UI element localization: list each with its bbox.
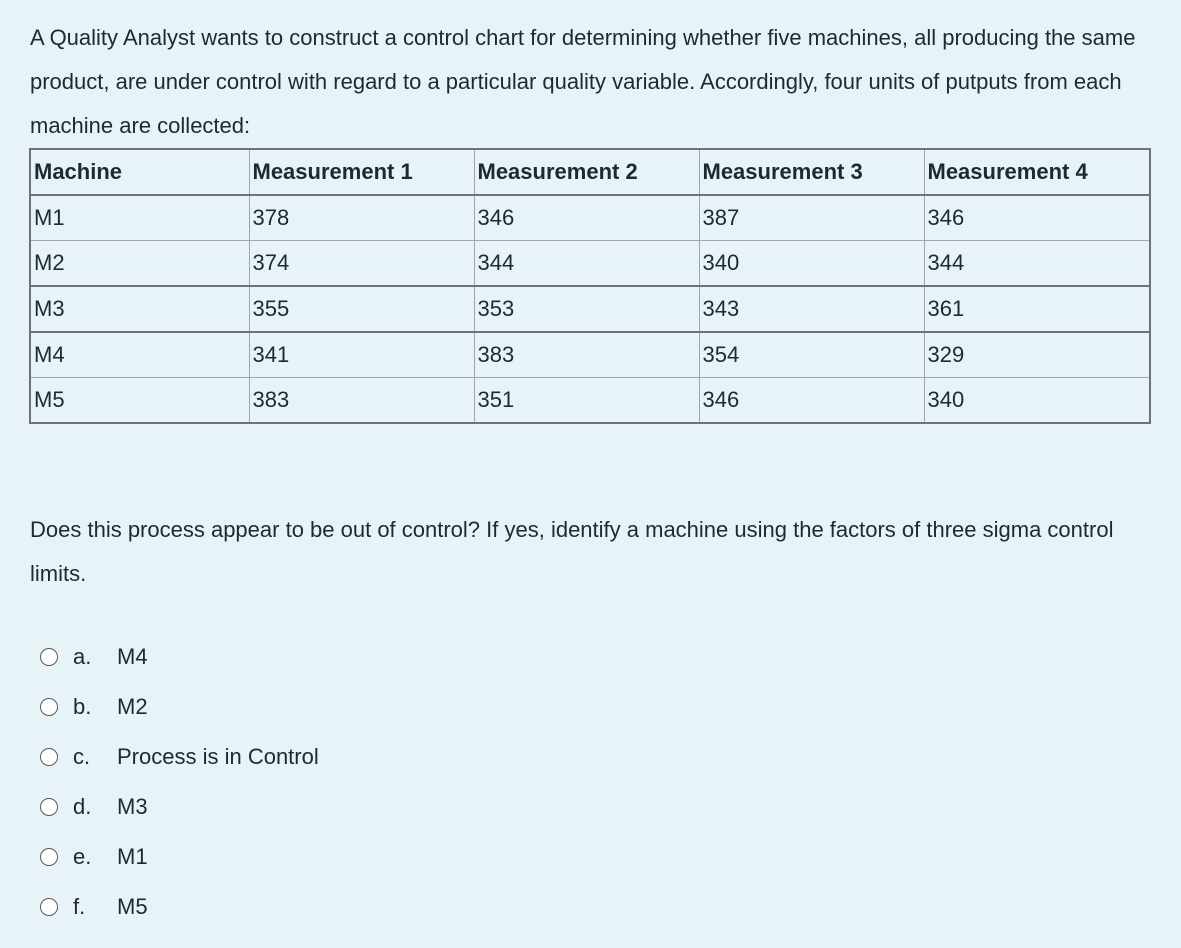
radio-button[interactable]	[40, 898, 58, 916]
option-label: M3	[117, 794, 148, 819]
question-text: A Quality Analyst wants to construct a control chart for determining whether five machines, all producing the same product, are under control with regard to a particular quality variable. Accordingly, four units of putputs from each machine are collected:	[30, 25, 1136, 138]
table-cell: M5	[30, 378, 249, 424]
radio-button[interactable]	[40, 798, 58, 816]
option-letter: d.	[73, 794, 92, 819]
option-a[interactable]	[40, 632, 640, 682]
option-d[interactable]	[40, 782, 640, 832]
radio-button[interactable]	[40, 748, 58, 766]
table-cell: 374	[249, 241, 474, 287]
option-letter: a.	[73, 644, 92, 669]
header-measurement-2: Measurement 2	[474, 149, 699, 195]
option-label: Process is in Control	[117, 744, 319, 769]
table-cell: M4	[30, 332, 249, 378]
table-cell: M3	[30, 286, 249, 332]
answer-options	[40, 632, 640, 932]
option-b[interactable]	[40, 682, 640, 732]
table-cell: M2	[30, 241, 249, 287]
table-cell: 340	[699, 241, 924, 287]
option-f[interactable]	[40, 882, 640, 932]
table-cell: 346	[924, 195, 1150, 241]
header-measurement-3: Measurement 3	[699, 149, 924, 195]
table-cell: 343	[699, 286, 924, 332]
radio-button[interactable]	[40, 698, 58, 716]
option-label: M4	[117, 644, 148, 669]
radio-button[interactable]	[40, 648, 58, 666]
table-header-row	[30, 149, 1150, 195]
table-cell: 346	[699, 378, 924, 424]
table-cell: 387	[699, 195, 924, 241]
table-row	[30, 286, 1150, 332]
table-cell: 344	[924, 241, 1150, 287]
option-letter: f.	[73, 894, 86, 919]
table-cell: 383	[249, 378, 474, 424]
table-cell: M1	[30, 195, 249, 241]
option-label: M5	[117, 894, 148, 919]
measurements-table	[29, 148, 1151, 424]
table-row	[30, 195, 1150, 241]
table-cell: 361	[924, 286, 1150, 332]
header-measurement-1: Measurement 1	[249, 149, 474, 195]
table-cell: 346	[474, 195, 699, 241]
radio-button[interactable]	[40, 848, 58, 866]
table-cell: 378	[249, 195, 474, 241]
table-cell: 354	[699, 332, 924, 378]
table-row	[30, 241, 1150, 287]
option-c[interactable]	[40, 732, 640, 782]
followup-question-text: Does this process appear to be out of control? If yes, identify a machine using the factors of three sigma control limits.	[30, 517, 1114, 586]
table-cell: 340	[924, 378, 1150, 424]
table-cell: 355	[249, 286, 474, 332]
option-letter: e.	[73, 844, 92, 869]
table-row	[30, 378, 1150, 424]
table-row	[30, 332, 1150, 378]
table-cell: 341	[249, 332, 474, 378]
table-cell: 353	[474, 286, 699, 332]
table-cell: 344	[474, 241, 699, 287]
header-measurement-4: Measurement 4	[924, 149, 1150, 195]
table-cell: 329	[924, 332, 1150, 378]
option-letter: c.	[73, 744, 91, 769]
table-cell: 351	[474, 378, 699, 424]
option-label: M1	[117, 844, 148, 869]
option-label: M2	[117, 694, 148, 719]
option-letter: b.	[73, 694, 92, 719]
table-cell: 383	[474, 332, 699, 378]
header-machine: Machine	[30, 149, 249, 195]
option-e[interactable]	[40, 832, 640, 882]
